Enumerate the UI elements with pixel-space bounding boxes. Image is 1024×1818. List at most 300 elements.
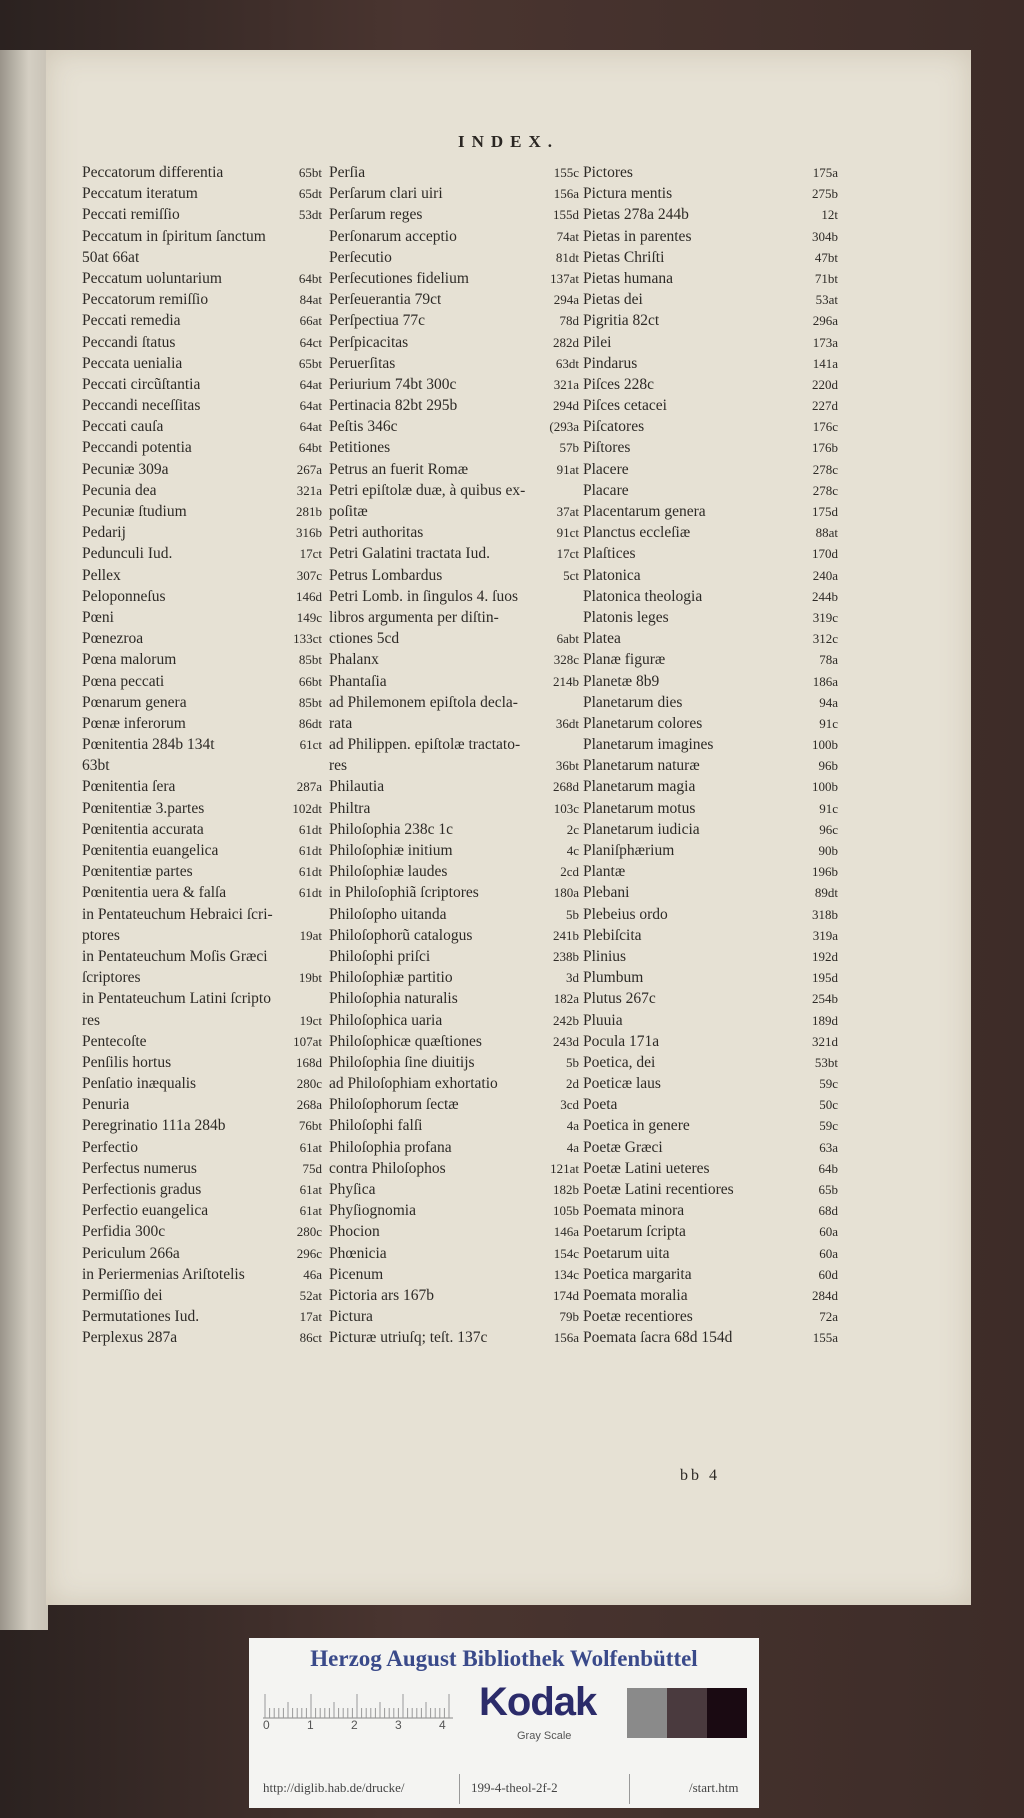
index-term: Pœna peccati — [82, 672, 165, 690]
index-reference: 280c — [296, 1224, 322, 1240]
index-entry — [82, 1285, 322, 1306]
index-term: Placentarum genera — [583, 503, 706, 520]
index-entry — [329, 1137, 579, 1158]
index-entry — [82, 437, 322, 458]
index-entry — [82, 289, 322, 310]
index-reference: 267a — [296, 461, 322, 477]
index-entry — [82, 798, 322, 819]
index-entry — [583, 1094, 838, 1115]
index-entry — [82, 416, 322, 437]
index-entry — [82, 713, 322, 734]
index-entry — [82, 840, 322, 861]
index-reference: 96c — [819, 821, 838, 837]
index-entry — [82, 501, 322, 522]
index-term: Pœna malorum — [82, 651, 177, 669]
index-entry — [329, 1264, 579, 1285]
ruler-number: 3 — [395, 1718, 402, 1732]
index-reference: 154c — [553, 1245, 579, 1261]
index-reference: 91ct — [556, 525, 579, 541]
index-entry — [82, 755, 322, 776]
index-reference: 57b — [559, 440, 579, 456]
index-entry — [329, 204, 579, 225]
index-term: Picenum — [329, 1265, 384, 1283]
index-term: Peruerſitas — [329, 354, 396, 372]
index-term: Phalanx — [329, 651, 379, 669]
index-reference: 294d — [553, 398, 579, 414]
index-term: Philoſophia ſine diuitijs — [329, 1053, 475, 1071]
index-term: Permiſſio dei — [82, 1286, 163, 1304]
index-reference: 37at — [556, 504, 579, 519]
index-entry — [583, 1073, 838, 1094]
index-reference: 64bt — [298, 440, 322, 456]
index-entry — [329, 543, 579, 564]
ruler-number: 2 — [351, 1718, 358, 1732]
index-entry — [583, 607, 838, 628]
index-term: Poemata minora — [583, 1202, 685, 1220]
index-reference — [318, 226, 322, 247]
index-reference: 316b — [296, 525, 322, 541]
index-term: Penſilis hortus — [82, 1053, 172, 1071]
index-term: Perſecutiones fidelium — [329, 269, 469, 287]
index-reference: 19ct — [299, 1012, 322, 1028]
index-term: Petri Galatini tractata Iud. — [329, 545, 490, 563]
index-entry — [329, 776, 579, 797]
index-reference: 195d — [812, 970, 838, 986]
index-term: Poetica margarita — [583, 1265, 692, 1283]
index-reference: 85bt — [298, 652, 322, 668]
index-term: Pedunculi Iud. — [82, 545, 173, 563]
index-term: Peregrinatio 111a 284b — [82, 1117, 226, 1135]
index-column-2 — [329, 162, 579, 1349]
index-reference — [575, 586, 579, 607]
index-reference: 268a — [296, 1097, 322, 1113]
index-entry — [329, 1010, 579, 1031]
index-term: Perſpicacitas — [329, 333, 409, 351]
index-reference: 176b — [812, 440, 838, 456]
index-reference: 180a — [553, 885, 579, 901]
index-reference: 149c — [296, 609, 322, 625]
index-term: Pictura mentis — [583, 185, 673, 203]
index-term: Philoſophi falſi — [329, 1117, 423, 1135]
index-reference: 60d — [818, 1266, 838, 1282]
index-reference: 84at — [299, 292, 322, 308]
index-entry — [82, 692, 322, 713]
index-entry — [329, 1200, 579, 1221]
index-term: Poetæ Latini recentiores — [583, 1181, 734, 1198]
index-term: Pigritia 82ct — [583, 312, 660, 330]
index-term: Peccatorum remiſſio — [82, 291, 209, 309]
index-column-1 — [82, 162, 322, 1349]
index-term: Planæ figuræ — [583, 651, 666, 669]
index-reference: 4a — [566, 1118, 579, 1134]
index-reference — [318, 904, 322, 925]
index-reference: 66at — [299, 313, 322, 329]
index-term: in Pentateuchum Latini ſcripto — [82, 990, 271, 1008]
index-reference: 61dt — [298, 843, 322, 858]
index-reference: 275b — [812, 186, 838, 202]
index-reference: 2c — [566, 821, 579, 837]
index-term: Poemata ſacra 68d 154d — [583, 1329, 733, 1347]
index-term: Planiſphærium — [583, 842, 675, 859]
index-entry — [329, 607, 579, 628]
index-entry — [82, 268, 322, 289]
index-entry — [329, 798, 579, 819]
index-reference — [318, 755, 322, 776]
index-term: Planctus eccleſiæ — [583, 524, 691, 542]
index-reference: 86dt — [298, 715, 322, 731]
index-entry — [82, 819, 322, 840]
index-reference: 63a — [819, 1139, 838, 1155]
card-title: Herzog August Bibliothek Wolfenbüttel — [310, 1646, 698, 1671]
index-term: ad Philippen. epiſtolæ tractato- — [329, 736, 521, 754]
index-entry — [583, 967, 838, 988]
index-reference: 65bt — [298, 355, 322, 371]
index-term: Phyſiognomia — [329, 1202, 416, 1220]
index-term: Philoſophia 238c 1c — [329, 820, 453, 838]
index-reference: 91c — [819, 715, 838, 731]
index-entry — [329, 353, 579, 374]
index-term: Plinius — [583, 947, 627, 965]
index-entry — [329, 565, 579, 586]
digital-library-url[interactable]: http://diglib.hab.de/drucke/ — [263, 1780, 405, 1795]
index-reference: 78a — [819, 652, 838, 668]
index-entry — [329, 1052, 579, 1073]
index-term: Pictores — [583, 164, 633, 181]
index-term: Poeta — [583, 1096, 618, 1114]
index-reference: 91at — [556, 461, 579, 477]
index-entry — [583, 882, 838, 903]
index-term: poſitæ — [329, 503, 368, 520]
index-term: Platonica theologia — [583, 587, 703, 605]
index-term: Plebiſcita — [583, 926, 642, 944]
index-entry — [583, 1137, 838, 1158]
index-reference: 88at — [815, 525, 838, 541]
index-reference: 64at — [299, 376, 322, 392]
index-entry — [329, 374, 579, 395]
index-term: Pictura — [329, 1308, 373, 1326]
index-entry — [583, 183, 838, 204]
index-entry — [329, 226, 579, 247]
ruler-scale — [263, 1686, 453, 1720]
index-term: Petri authoritas — [329, 524, 424, 542]
ruler-number: 0 — [263, 1718, 270, 1732]
index-term: Pietas in parentes — [583, 227, 692, 245]
index-entry — [329, 247, 579, 268]
index-reference: 214b — [553, 673, 579, 689]
book-page — [46, 50, 971, 1605]
index-term: Perſecutio — [329, 248, 392, 266]
index-entry — [329, 819, 579, 840]
index-reference: 36bt — [555, 758, 579, 774]
index-term: Pluuia — [583, 1011, 623, 1029]
index-entry — [583, 1243, 838, 1264]
index-reference: 2d — [566, 1076, 579, 1092]
index-term: Perfectus numerus — [82, 1159, 197, 1177]
index-term: Periculum 266a — [82, 1244, 180, 1262]
index-entry — [329, 1115, 579, 1136]
index-reference: 241b — [553, 927, 579, 943]
index-entry — [82, 904, 322, 925]
index-term: Perfectionis gradus — [82, 1181, 202, 1198]
index-entry — [583, 374, 838, 395]
index-reference: 19at — [299, 927, 322, 943]
index-reference: 61dt — [298, 885, 322, 901]
index-reference: 71bt — [814, 270, 838, 286]
index-term: Philoſophiæ partitio — [329, 969, 453, 987]
index-term: Pœnitentia 284b 134t — [82, 736, 215, 754]
index-term: Perſia — [329, 164, 366, 181]
index-term: Platea — [583, 630, 621, 648]
index-reference: 146d — [296, 588, 322, 604]
index-reference: 64at — [299, 398, 322, 414]
index-entry — [329, 522, 579, 543]
index-reference: 46a — [303, 1266, 322, 1282]
index-entry — [583, 247, 838, 268]
signature-mark: bb 4 — [680, 1467, 720, 1484]
index-entry — [583, 1285, 838, 1306]
index-reference: 85bt — [298, 694, 322, 710]
index-reference: 243d — [553, 1033, 579, 1049]
index-term: Poetica in genere — [583, 1117, 690, 1135]
index-reference: 91c — [819, 800, 838, 816]
index-reference: 5b — [566, 906, 579, 922]
index-term: Pietas 278a 244b — [583, 206, 689, 224]
index-reference: 61ct — [299, 737, 322, 753]
index-reference: 2cd — [560, 864, 579, 880]
index-reference: 17at — [299, 1309, 322, 1325]
index-reference: 47bt — [814, 249, 838, 265]
index-entry — [82, 1052, 322, 1073]
index-reference: 268d — [553, 779, 579, 795]
index-reference: 281b — [296, 504, 322, 519]
index-term: Philtra — [329, 799, 371, 817]
index-entry — [583, 861, 838, 882]
index-reference: 254b — [812, 991, 838, 1007]
index-entry — [583, 776, 838, 797]
card-footer — [249, 1766, 759, 1806]
index-reference: 90b — [818, 843, 838, 858]
index-reference — [575, 480, 579, 501]
index-reference: 238b — [553, 948, 579, 964]
index-reference: 321a — [296, 482, 322, 498]
index-reference: 296c — [296, 1245, 322, 1261]
index-reference: 134c — [553, 1266, 579, 1282]
index-reference: 137at — [550, 270, 579, 286]
index-term: Planetarum naturæ — [583, 757, 700, 775]
index-entry — [82, 395, 322, 416]
index-term: Planetarum magia — [583, 778, 696, 796]
index-term: Phantaſia — [329, 672, 387, 690]
index-term: Placare — [583, 481, 629, 499]
index-entry — [583, 988, 838, 1009]
index-term: Peccatorum differentia — [82, 164, 224, 181]
index-term: Picturæ utriuſq; teſt. 137c — [329, 1329, 488, 1347]
index-reference: 220d — [812, 376, 838, 392]
index-reference: 53at — [815, 292, 838, 308]
index-reference: 61at — [299, 1182, 322, 1197]
index-entry — [583, 1158, 838, 1179]
index-reference: 175a — [812, 165, 838, 180]
index-term: ad Philoſophiam exhortatio — [329, 1075, 498, 1093]
index-term: Perfidia 300c — [82, 1223, 166, 1241]
index-entry — [82, 946, 322, 967]
index-reference: 89dt — [814, 885, 838, 901]
index-entry — [583, 1327, 838, 1348]
index-column-3 — [583, 162, 838, 1349]
index-entry — [583, 289, 838, 310]
index-term: Pictoria ars 167b — [329, 1286, 435, 1304]
index-entry — [583, 226, 838, 247]
index-reference: 64at — [299, 419, 322, 435]
index-term: Pœnarum genera — [82, 693, 187, 711]
index-term: Pœnæ inferorum — [82, 714, 186, 732]
index-reference: 227d — [812, 398, 838, 414]
index-entry — [82, 988, 322, 1009]
index-term: Poetæ Græci — [583, 1138, 663, 1156]
index-entry — [82, 1115, 322, 1136]
shelfmark: 199-4-theol-2f-2 — [471, 1780, 558, 1795]
index-term: Pœnitentia accurata — [82, 820, 204, 838]
index-entry — [583, 713, 838, 734]
index-reference: 182b — [553, 1182, 579, 1197]
index-term: Phocion — [329, 1223, 380, 1241]
index-entry — [82, 522, 322, 543]
index-reference: 36dt — [555, 715, 579, 731]
index-entry — [82, 543, 322, 564]
index-entry — [583, 734, 838, 755]
index-entry — [329, 501, 579, 522]
index-entry — [82, 607, 322, 628]
index-term: Peccandi ſtatus — [82, 333, 176, 351]
index-term: Peccata uenialia — [82, 354, 183, 372]
index-reference: 5ct — [563, 567, 579, 583]
index-term: Philoſophiæ laudes — [329, 863, 448, 881]
index-reference: 60a — [819, 1245, 838, 1261]
index-entry — [583, 1264, 838, 1285]
index-term: Perſeuerantia 79ct — [329, 291, 442, 309]
index-reference: 100b — [812, 779, 838, 795]
index-reference: 189d — [812, 1012, 838, 1028]
index-term: in Philoſophiã ſcriptores — [329, 884, 479, 902]
index-reference: 328c — [553, 652, 579, 668]
index-reference: 280c — [296, 1076, 322, 1092]
index-term: Planetarum motus — [583, 799, 696, 817]
index-entry — [329, 671, 579, 692]
index-entry — [329, 183, 579, 204]
index-reference: 12t — [821, 207, 838, 223]
index-term: in Pentateuchum Hebraici ſcri- — [82, 905, 273, 923]
index-reference: 100b — [812, 737, 838, 753]
index-term: Pecunia dea — [82, 481, 157, 499]
index-reference: 304b — [812, 228, 838, 244]
index-entry — [82, 1264, 322, 1285]
index-term: Planetarum iudicia — [583, 820, 700, 838]
index-term: Philoſophia naturalis — [329, 990, 458, 1008]
index-entry — [82, 671, 322, 692]
index-entry — [82, 459, 322, 480]
index-term: Pietas Chriſti — [583, 248, 665, 266]
index-term: Petri Lomb. in ſingulos 4. ſuos — [329, 587, 519, 605]
index-reference: 318b — [812, 906, 838, 922]
index-term: Perſarum reges — [329, 206, 423, 224]
index-entry — [583, 798, 838, 819]
index-entry — [82, 1243, 322, 1264]
index-term: Poetæ recentiores — [583, 1308, 693, 1326]
index-term: Piſces cetacei — [583, 397, 667, 415]
index-term: Planetæ 8b9 — [583, 672, 660, 690]
index-entry — [82, 1221, 322, 1242]
index-term: Poetæ Latini ueteres — [583, 1159, 710, 1177]
index-entry — [82, 734, 322, 755]
index-entry — [583, 416, 838, 437]
index-entry — [82, 565, 322, 586]
index-term: in Pentateuchum Moſis Græci — [82, 947, 268, 965]
index-entry — [329, 395, 579, 416]
index-term: Pœnitentia euangelica — [82, 842, 219, 859]
index-reference: 103c — [553, 800, 579, 816]
index-entry — [329, 268, 579, 289]
index-term: Plumbum — [583, 969, 644, 987]
index-term: Peccandi neceſſitas — [82, 397, 201, 415]
index-entry — [583, 1200, 838, 1221]
index-term: Phœnicia — [329, 1244, 387, 1262]
index-entry — [329, 332, 579, 353]
index-term: in Periermenias Ariſtotelis — [82, 1265, 245, 1283]
index-term: Philoſophorũ catalogus — [329, 926, 473, 944]
index-reference: 182a — [553, 991, 579, 1007]
index-entry — [329, 628, 579, 649]
index-term: Pœnezroa — [82, 630, 144, 648]
index-term: Philoſophorum ſectæ — [329, 1096, 459, 1114]
index-term: Planetarum imagines — [583, 736, 714, 754]
index-entry — [329, 882, 579, 903]
index-reference — [575, 734, 579, 755]
index-entry — [82, 204, 322, 225]
index-reference: 312c — [812, 631, 838, 647]
index-term: Platonis leges — [583, 608, 669, 626]
index-reference: 61dt — [298, 821, 322, 837]
index-entry — [329, 692, 579, 713]
index-entry — [583, 501, 838, 522]
index-term: Peccati remedia — [82, 312, 181, 330]
index-entry — [82, 628, 322, 649]
index-term: ptores — [82, 926, 120, 944]
index-reference: 64b — [818, 1160, 838, 1176]
index-term: Periurium 74bt 300c — [329, 375, 457, 393]
index-reference: 50c — [819, 1097, 838, 1113]
index-entry — [82, 1031, 322, 1052]
index-term: Pentecoſte — [82, 1032, 147, 1050]
index-reference: 174d — [553, 1287, 579, 1303]
index-entry — [82, 649, 322, 670]
index-term: Poetica, dei — [583, 1053, 656, 1071]
index-entry — [583, 332, 838, 353]
index-entry — [329, 310, 579, 331]
black-swatch — [707, 1688, 747, 1738]
index-entry — [82, 162, 322, 183]
index-reference: (293a — [549, 419, 579, 435]
index-reference: 74at — [556, 228, 579, 244]
index-reference: 65b — [818, 1182, 838, 1197]
index-reference: 79b — [559, 1309, 579, 1325]
index-reference — [318, 988, 322, 1009]
start-page-link[interactable]: /start.htm — [689, 1780, 739, 1795]
index-term: Phyſica — [329, 1181, 376, 1198]
index-reference: 321a — [553, 376, 579, 392]
index-entry — [82, 1158, 322, 1179]
index-reference: 121at — [550, 1160, 579, 1176]
index-reference: 192d — [812, 948, 838, 964]
